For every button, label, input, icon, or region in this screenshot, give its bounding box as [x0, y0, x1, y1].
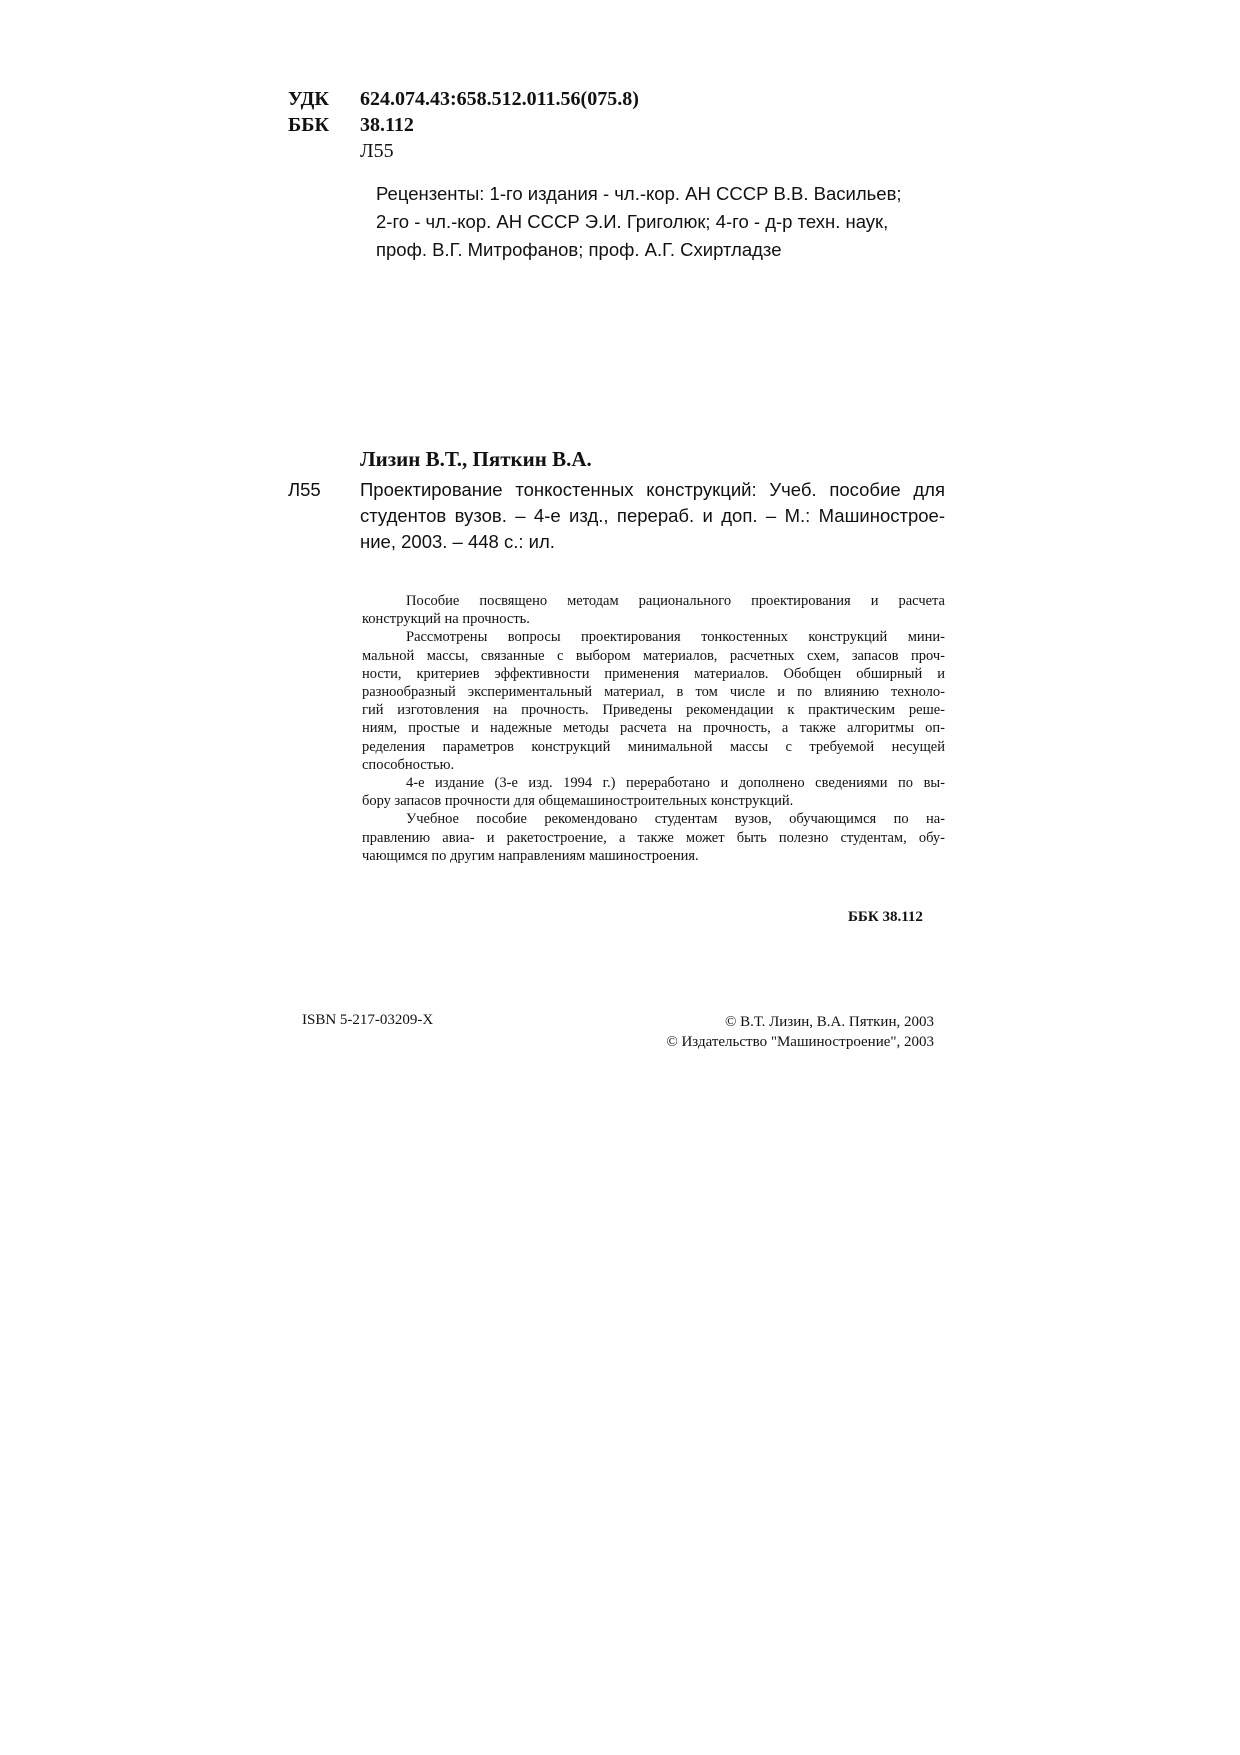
isbn: ISBN 5-217-03209-Х [302, 1012, 434, 1028]
bbk-label: ББК [288, 114, 329, 136]
abstract-line: ределения параметров конструкций минимальной массы с требуемой несущей [362, 738, 945, 755]
abstract-line: разнообразный экспериментальный материал, в том числе и по влиянию техноло- [362, 684, 945, 701]
abstract-line: гий изготовления на прочность. Приведены рекомендации к практическим реше- [362, 702, 945, 719]
copyright-line: © В.Т. Лизин, В.А. Пяткин, 2003 [725, 1014, 934, 1030]
copyrights [620, 1012, 934, 1052]
author-code-line [288, 139, 394, 163]
abstract-line: конструкций на прочность. [362, 611, 530, 628]
abstract-line: способностью. [362, 756, 455, 773]
reviewers-line: проф. В.Г. Митрофанов; проф. А.Г. Схиртладзе [376, 239, 782, 260]
bib-line: студентов вузов. – 4-е изд., перераб. и доп. – М.: Машинострое- [360, 505, 945, 526]
bbk-value: 38.112 [360, 114, 414, 136]
udk-line [288, 87, 639, 111]
copyright-line: © Издательство "Машиностроение", 2003 [666, 1034, 934, 1050]
abstract-line: мальной массы, связанные с выбором материалов, расчетных схем, запасов проч- [362, 647, 945, 664]
author-code: Л55 [360, 140, 394, 162]
reviewers-line: Рецензенты: 1-го издания - чл.-кор. АН СССР В.В. Васильев; [376, 183, 902, 204]
abstract-line: ности, критериев эффективности применения материалов. Обобщен обширный и [362, 665, 945, 682]
bib-author-code: Л55 [288, 479, 321, 500]
abstract-line: чающимся по другим направлениям машиностроения. [362, 847, 699, 864]
abstract [362, 592, 945, 865]
bbk-line [288, 113, 414, 137]
reviewers-block [376, 180, 956, 264]
authors: Лизин В.Т., Пяткин В.А. [360, 447, 592, 471]
abstract-line: Рассмотрены вопросы проектирования тонкостенных конструкций мини- [406, 629, 945, 646]
reviewers-line: 2-го - чл.-кор. АН СССР Э.И. Григолюк; 4-го - д-р техн. наук, [376, 211, 889, 232]
abstract-line: бору запасов прочности для общемашиностроительных конструкций. [362, 793, 794, 810]
udk-label: УДК [288, 88, 329, 110]
abstract-line: правлению авиа- и ракетостроение, а также может быть полезно студентам, обу- [362, 829, 945, 846]
abstract-line: Учебное пособие рекомендовано студентам вузов, обучающимся по на- [406, 811, 945, 828]
udk-value: 624.074.43:658.512.011.56(075.8) [360, 88, 639, 110]
bib-line: ние, 2003. – 448 с.: ил. [360, 531, 555, 552]
bib-line: Проектирование тонкостенных конструкций: Учеб. пособие для [360, 479, 945, 500]
abstract-line: Пособие посвящено методам рационального проектирования и расчета [406, 593, 945, 609]
abstract-line: 4-е издание (3-е изд. 1994 г.) переработано и дополнено сведениями по вы- [406, 775, 945, 792]
bibliographic-description [360, 477, 945, 555]
abstract-line: ниям, простые и надежные методы расчета на прочность, а также алгоритмы оп- [362, 720, 945, 737]
bbk-footer: ББК 38.112 [848, 909, 923, 925]
